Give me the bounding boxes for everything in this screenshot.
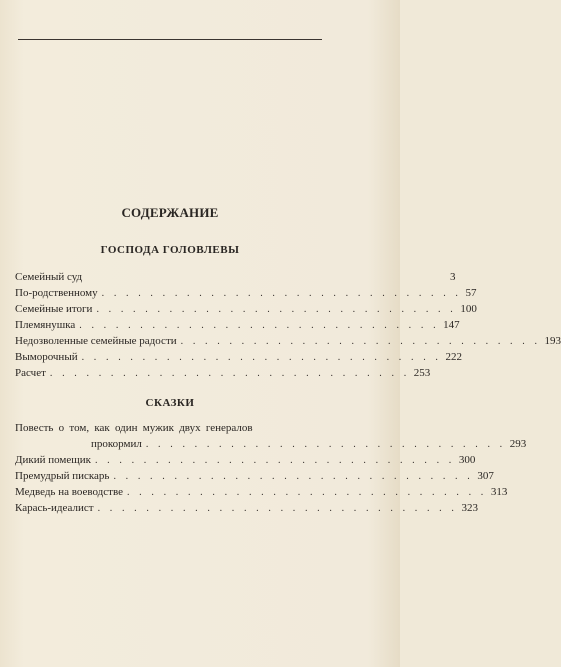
toc-entry-page: 3 [450,271,456,283]
dot-leader: . . . . . . . . . . . . . . . . . . . . . . . . . . . . . . [101,288,462,299]
dot-leader: . . . . . . . . . . . . . . . . . . . . . . . . . . . . . . [180,336,541,347]
toc-entry [15,365,431,381]
toc-entry-page: 222 [445,351,463,363]
toc-entry-title: Премудрый пискарь [15,470,110,482]
toc-entry [15,317,460,333]
toc-entry-title: Расчет [15,367,46,379]
toc-entry [15,452,476,468]
dot-leader: . . . . . . . . . . . . . . . . . . . . . . . . . . . . . . [96,304,457,315]
toc-entry-page: 307 [477,470,494,482]
toc-entry-title: Семейный суд [15,271,83,283]
toc-entry-page: 147 [443,319,460,331]
toc-section-skazki [15,420,527,516]
dot-leader: . . . . . . . . . . . . . . . . . . . . . . . . . . . . . . [94,455,455,466]
toc-entry-title: Недозволенные семейные радости [15,335,177,347]
top-rule [18,39,322,40]
dot-leader: . . . . . . . . . . . . . . . . . . . . . . . . . . . . . . [126,487,487,498]
toc-entry [15,301,477,317]
toc-entry [15,484,508,500]
toc-entry-page: 313 [490,486,508,498]
toc-entry-title: Выморочный [15,351,78,363]
toc-entry [15,269,456,285]
dot-leader: . . . . . . . . . . . . . . . . . . . . . . . . . . . . . . [49,368,410,379]
dot-leader: . . . . . . . . . . . . . . . . . . . . . . . . . . . . . . [79,320,440,331]
toc-entry [15,285,477,301]
toc-entry-page: 193 [544,335,561,347]
toc-entry-title-line1: Повесть о том, как один мужик двух генералов [15,422,253,434]
toc-entry [15,436,527,452]
dot-leader: . . . . . . . . . . . . . . . . . . . . . . . . . . . . . . [97,503,458,514]
toc-entry [15,468,494,484]
section-heading-skazki: СКАЗКИ [145,397,195,409]
toc-entry-page: 100 [460,303,477,315]
toc-entry [15,333,561,349]
toc-entry-page: 293 [509,438,527,450]
toc-entry [15,349,463,365]
toc-entry-title: По-родственному [15,287,98,299]
dot-leader: . . . . . . . . . . . . . . . . . . . . . . . . . . . . . . [81,352,442,363]
toc-entry-title: Медведь на воеводстве [15,486,123,498]
toc-entry [15,500,478,516]
toc-entry-page: 57 [465,287,477,299]
toc-entry-page: 300 [458,454,476,466]
toc-entry-title: Дикий помещик [15,454,91,466]
toc-entry-title: прокормил [91,438,142,450]
dot-leader: . . . . . . . . . . . . . . . . . . . . . . . . . . . . . . [113,471,474,482]
dot-leader: . . . . . . . . . . . . . . . . . . . . . . . . . . . . . . [145,439,506,450]
toc-entry-title: Племянушка [15,319,76,331]
contents-title: СОДЕРЖАНИЕ [121,205,219,220]
toc-entry-title: Семейные итоги [15,303,93,315]
toc-entry-title: Карась-идеалист [15,502,94,514]
section-heading-golovlevy: ГОСПОДА ГОЛОВЛЕВЫ [100,244,240,256]
toc-section-golovlevy [15,269,561,381]
toc-entry-page: 323 [461,502,478,514]
toc-entry-page: 253 [413,367,431,379]
